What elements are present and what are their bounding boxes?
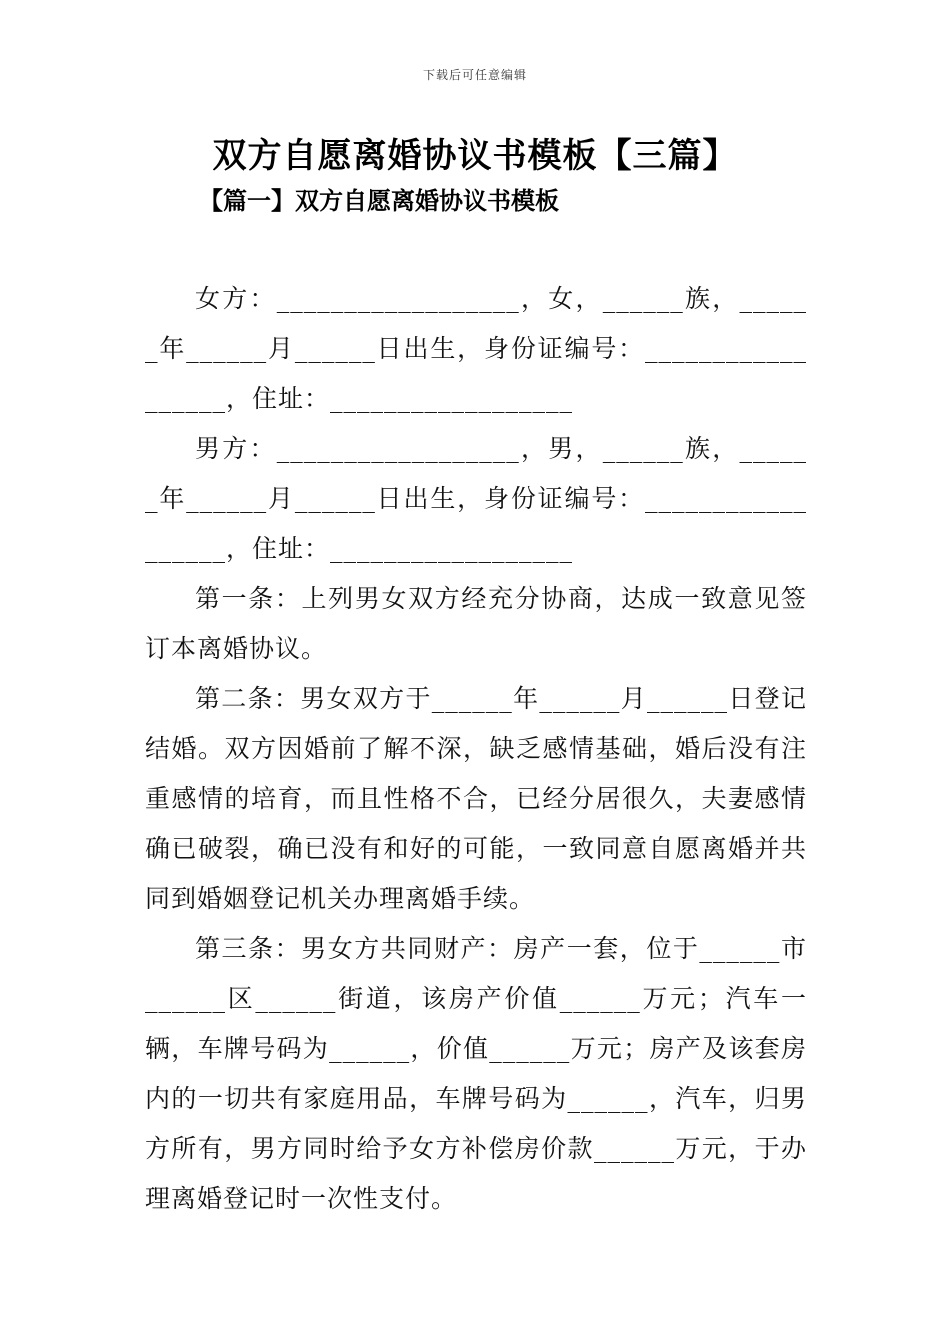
document-body (145, 274, 807, 1224)
paragraph-article-3: 第三条：男女方共同财产：房产一套，位于______市______区______街道，该房产价值______万元；汽车一辆，车牌号码为______，价值______万元；房产及该套房内的一切共有家庭用品，车牌号码为______，汽车，归男方所有，男方同时给予女方补偿房价款______万元，于办理离婚登记时一次性支付。 (145, 934, 807, 1213)
section-title: 【篇一】双方自愿离婚协议书模板 (199, 186, 559, 215)
paragraph-article-2: 第二条：男女双方于______年______月______日登记结婚。双方因婚前了解不深，缺乏感情基础，婚后没有注重感情的培育，而且性格不合，已经分居很久，夫妻感情确已破裂，确已没有和好的可能，一致同意自愿离婚并共同到婚姻登记机关办理离婚手续。 (145, 684, 807, 913)
paragraph-male-party: 男方：__________________，男，______族，______年______月______日出生，身份证编号：__________________，住址：__________________ (145, 434, 807, 563)
header-note: 下载后可任意编辑 (422, 68, 527, 82)
paragraph-article-1: 第一条：上列男女双方经充分协商，达成一致意见签订本离婚协议。 (145, 584, 807, 663)
document-title: 双方自愿离婚协议书模板【三篇】 (212, 136, 738, 176)
paragraph-female-party: 女方：__________________，女，______族，______年______月______日出生，身份证编号：__________________，住址：__________________ (145, 284, 807, 413)
